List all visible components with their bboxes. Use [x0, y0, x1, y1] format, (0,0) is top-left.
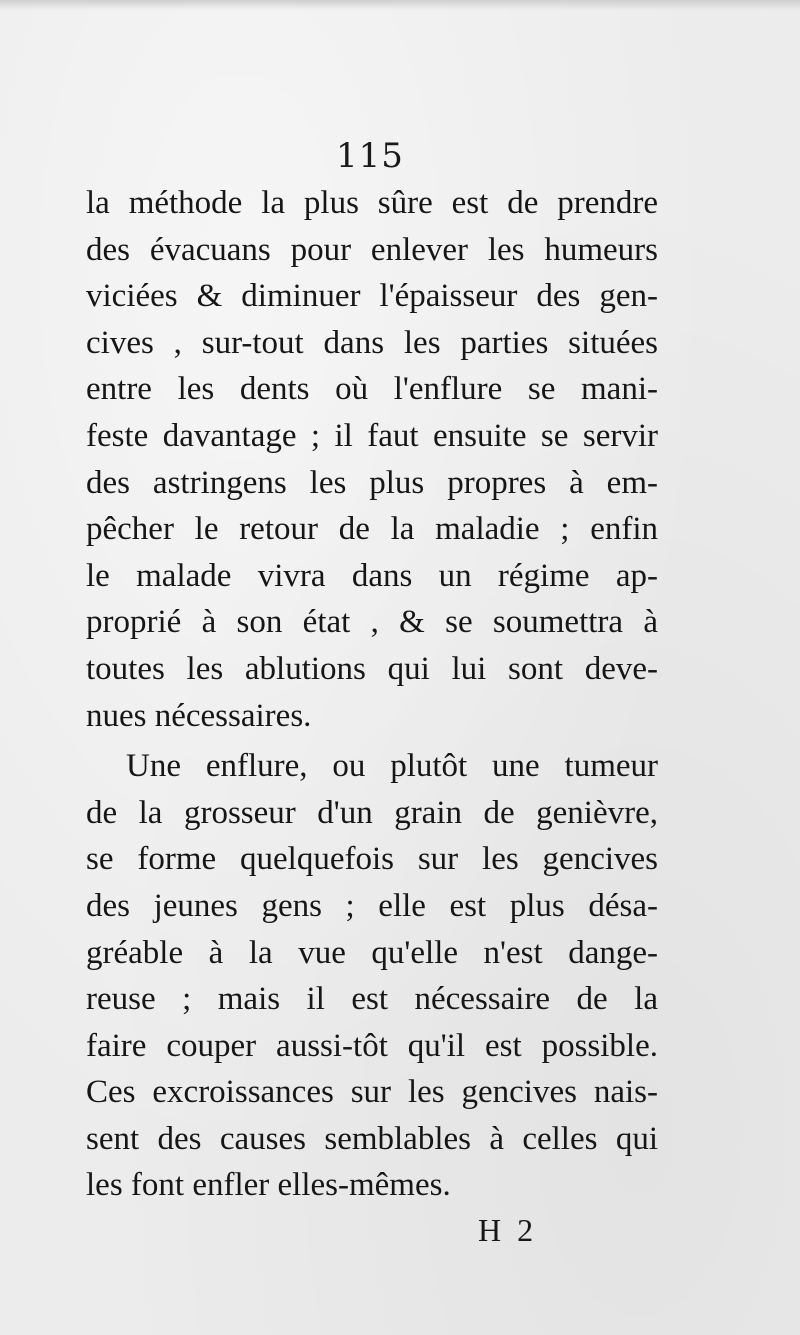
- text-line: la méthode la plus sûre est de prendre: [86, 185, 658, 221]
- text-line: sent des causes semblables à celles qui: [86, 1120, 658, 1157]
- text-line: toutes les ablutions qui lui sont deve-: [86, 650, 658, 687]
- text-line: les font enfler elles-mêmes.: [86, 1167, 451, 1204]
- text-line: faire couper aussi-tôt qu'il est possible.: [86, 1027, 658, 1064]
- text-line: cives , sur-tout dans les parties situées: [86, 324, 658, 361]
- paragraph-2: [86, 743, 658, 1209]
- text-line: entre les dents où l'enflure se mani-: [86, 371, 658, 408]
- text-line: feste davantage ; il faut ensuite se servir: [86, 417, 658, 454]
- text-line: viciées & diminuer l'épaisseur des gen-: [86, 278, 658, 315]
- text-line: Ces excroissances sur les gencives nais-: [86, 1074, 658, 1111]
- text-line: se forme quelquefois sur les gencives: [86, 841, 658, 878]
- text-line: des astringens les plus propres à em-: [86, 464, 658, 501]
- page-top-edge: [0, 0, 800, 10]
- paragraph-1: [86, 180, 658, 739]
- text-line: des jeunes gens ; elle est plus désa-: [86, 887, 658, 924]
- text-line: de la grosseur d'un grain de genièvre,: [86, 794, 658, 831]
- text-line: nues nécessaires.: [86, 697, 312, 734]
- body-text: [86, 180, 658, 1209]
- text-line: proprié à son état , & se soumettra à: [86, 604, 658, 641]
- text-line: reuse ; mais il est nécessaire de la: [86, 981, 658, 1018]
- text-line: gréable à la vue qu'elle n'est dange-: [86, 934, 658, 971]
- signature-mark: H 2: [478, 1212, 538, 1248]
- text-line: le malade vivra dans un régime ap-: [86, 557, 658, 594]
- text-line: pêcher le retour de la maladie ; enfin: [86, 511, 658, 548]
- text-line: Une enflure, ou plutôt une tumeur: [126, 748, 658, 785]
- text-line: des évacuans pour enlever les humeurs: [86, 231, 658, 268]
- page-number: 115: [336, 136, 404, 176]
